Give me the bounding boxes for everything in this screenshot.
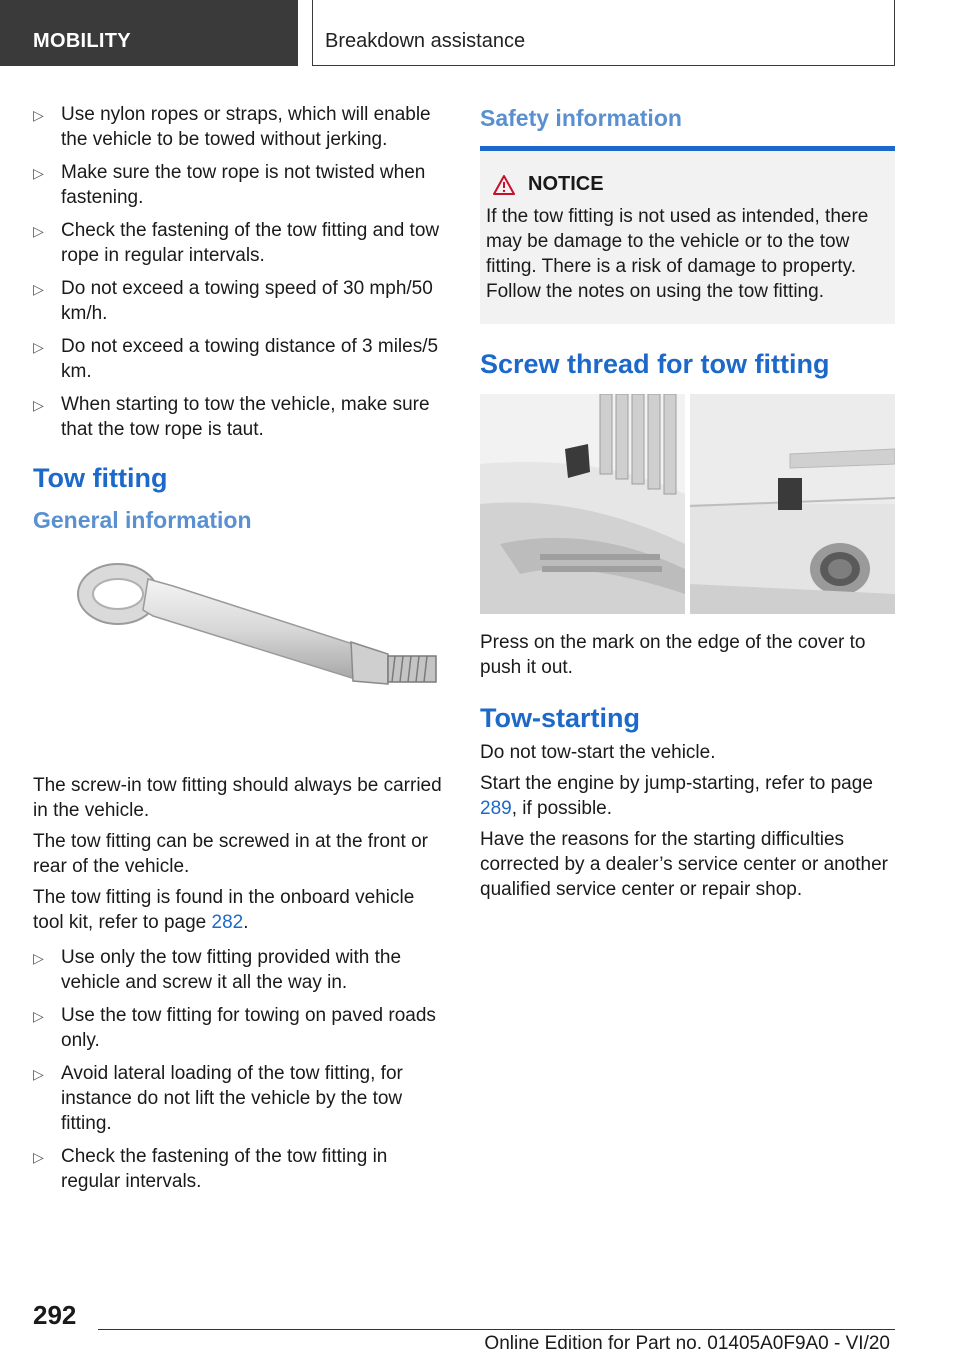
tow-fitting-bullet-list <box>33 945 448 1194</box>
tow-fitting-illustration <box>33 544 448 744</box>
list-item: ▷ Do not exceed a towing distance of 3 miles/5 km. <box>33 336 439 382</box>
page-link-289[interactable]: 289 <box>480 798 512 819</box>
triangle-bullet-icon: ▷ <box>33 107 44 123</box>
section-label: MOBILITY <box>0 0 298 66</box>
list-item: ▷ Avoid lateral loading of the tow fitting, for instance do not lift the vehicle by the tow fitting. <box>33 1063 403 1134</box>
warning-triangle-icon <box>492 174 516 196</box>
triangle-bullet-icon: ▷ <box>33 1008 44 1024</box>
page-number: 292 <box>33 1300 77 1330</box>
list-item: ▷ Use only the tow fitting provided with the vehicle and screw it all the way in. <box>33 947 402 993</box>
triangle-bullet-icon: ▷ <box>33 397 44 413</box>
list-item: ▷ Use nylon ropes or straps, which will enable the vehicle to be towed without jerking. <box>33 104 431 150</box>
paragraph: Start the engine by jump-starting, refer to page 289, if possible. <box>480 773 873 819</box>
triangle-bullet-icon: ▷ <box>33 223 44 239</box>
list-item: ▷ Check the fastening of the tow fitting in regular intervals. <box>33 1146 388 1192</box>
paragraph: The screw-in tow fitting should always be carried in the vehicle. <box>33 775 442 821</box>
list-item: ▷ Check the fastening of the tow fitting and tow rope in regular intervals. <box>33 220 440 266</box>
triangle-bullet-icon: ▷ <box>33 1149 44 1165</box>
right-column <box>480 102 895 908</box>
paragraph: Press on the mark on the edge of the cover to push it out. <box>480 632 866 678</box>
general-information-heading: General information <box>33 507 252 533</box>
rear-bumper-cover-photo <box>690 394 895 614</box>
triangle-bullet-icon: ▷ <box>33 165 44 181</box>
notice-text: If the tow fitting is not used as intended, there may be damage to the vehicle or to the tow fitting. There is a risk of damage to property. Follow the notes on using the tow fitting. <box>486 206 869 302</box>
screw-thread-heading: Screw thread for tow fitting <box>480 349 830 379</box>
safety-information-heading: Safety information <box>480 105 682 131</box>
triangle-bullet-icon: ▷ <box>33 950 44 966</box>
list-item: ▷ When starting to tow the vehicle, make sure that the tow rope is taut. <box>33 394 430 440</box>
triangle-bullet-icon: ▷ <box>33 1066 44 1082</box>
paragraph: Do not tow-start the vehicle. <box>480 742 716 763</box>
page-header <box>0 0 960 66</box>
left-column <box>33 102 448 1202</box>
screw-thread-photos <box>480 394 895 614</box>
paragraph: The tow fitting is found in the onboard vehicle tool kit, refer to page 282. <box>33 887 415 933</box>
tow-starting-heading: Tow-starting <box>480 703 640 733</box>
chapter-label: Breakdown assistance <box>312 0 895 66</box>
towing-bullet-list <box>33 102 448 442</box>
footer-divider <box>98 1329 895 1330</box>
list-item: ▷ Do not exceed a towing speed of 30 mph/50 km/h. <box>33 278 433 324</box>
list-item: ▷ Use the tow fitting for towing on paved roads only. <box>33 1005 436 1051</box>
paragraph: Have the reasons for the starting difficulties corrected by a dealer’s service center or another qualified service center or repair shop. <box>480 829 889 900</box>
triangle-bullet-icon: ▷ <box>33 281 44 297</box>
edition-text: Online Edition for Part no. 01405A0F9A0 - VI/20 <box>484 1333 890 1354</box>
notice-title: NOTICE <box>528 173 604 195</box>
paragraph: The tow fitting can be screwed in at the front or rear of the vehicle. <box>33 831 428 877</box>
triangle-bullet-icon: ▷ <box>33 339 44 355</box>
tow-fitting-heading: Tow fitting <box>33 463 168 493</box>
page-link-282[interactable]: 282 <box>211 912 244 933</box>
front-bumper-cover-photo <box>480 394 685 614</box>
notice-box <box>480 151 895 324</box>
list-item: ▷ Make sure the tow rope is not twisted when fastening. <box>33 162 426 208</box>
